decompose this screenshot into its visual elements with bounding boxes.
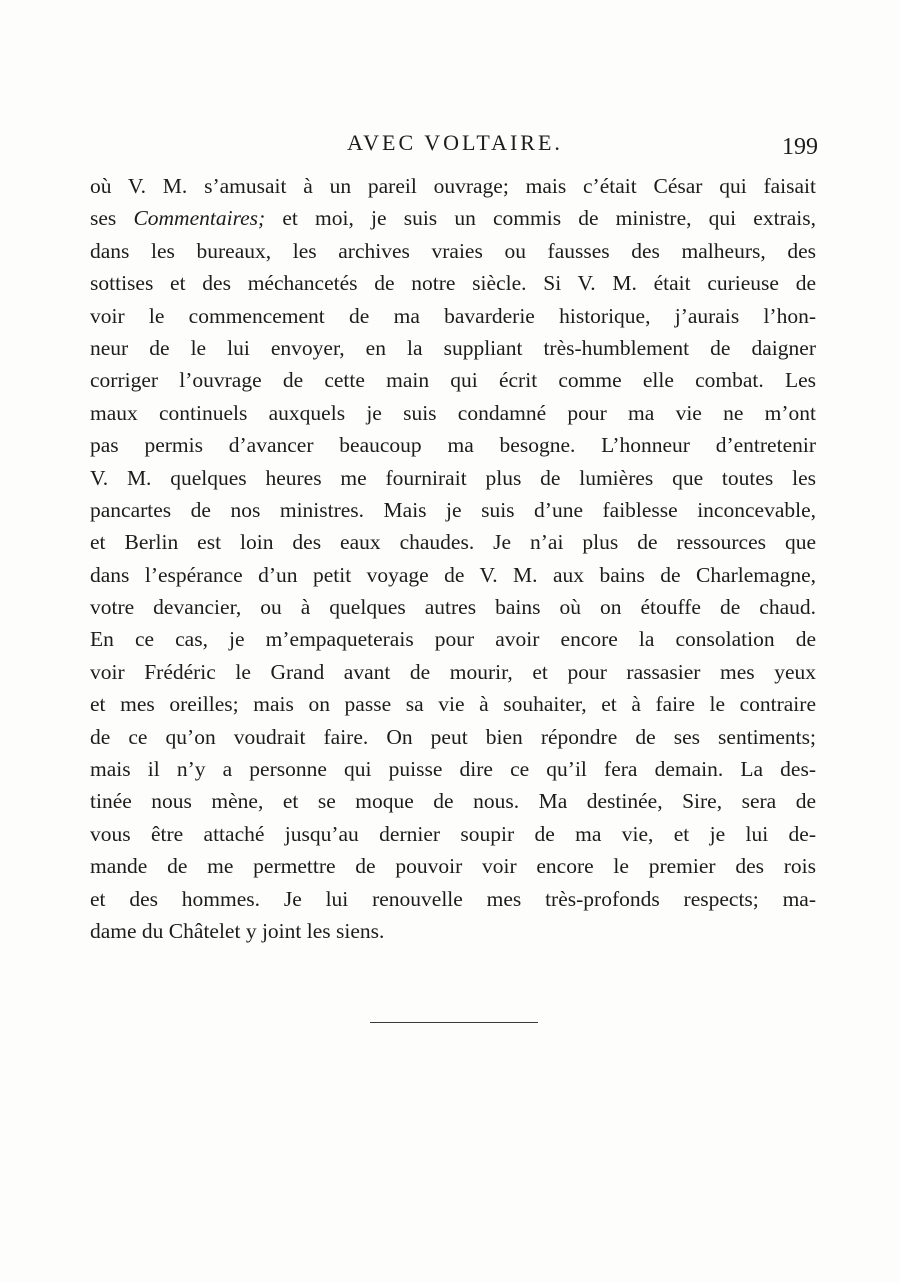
- text-segment: ses: [90, 206, 134, 231]
- section-end-rule: [370, 1022, 538, 1023]
- letter-text: [90, 170, 816, 947]
- text-line: tinée nous mène, et se moque de nous. Ma destinée, Sire, sera de: [90, 789, 816, 814]
- text-line: mande de me permettre de pouvoir voir encore le premier des rois: [90, 854, 816, 879]
- text-line: dans l’espérance d’un petit voyage de V. M. aux bains de Charlemagne,: [90, 562, 816, 587]
- running-head: [90, 128, 820, 158]
- text-line: [90, 202, 816, 234]
- running-title: AVEC VOLTAIRE.: [347, 130, 563, 155]
- text-line: voir Frédéric le Grand avant de mourir, et pour rassasier mes yeux: [90, 659, 816, 684]
- text-line: et des hommes. Je lui renouvelle mes très-profonds respects; ma-: [90, 886, 816, 911]
- text-segment: et moi, je suis un commis de ministre, qui extrais,: [265, 206, 816, 231]
- text-line: dans les bureaux, les archives vraies ou fausses des malheurs, des: [90, 238, 816, 263]
- text-line: En ce cas, je m’empaqueterais pour avoir encore la consolation de: [90, 627, 816, 652]
- text-line: dame du Châtelet y joint les siens.: [90, 918, 385, 943]
- text-line: où V. M. s’amusait à un pareil ouvrage; mais c’était César qui faisait: [90, 174, 816, 198]
- text-line: V. M. quelques heures me fournirait plus de lumières que toutes les: [90, 465, 816, 490]
- text-line: pancartes de nos ministres. Mais je suis d’une faiblesse inconcevable,: [90, 497, 816, 522]
- text-line: vous être attaché jusqu’au dernier soupir de ma vie, et je lui de-: [90, 821, 816, 846]
- text-line: et mes oreilles; mais on passe sa vie à souhaiter, et à faire le contraire: [90, 692, 816, 717]
- text-line: maux continuels auxquels je suis condamné pour ma vie ne m’ont: [90, 400, 816, 425]
- text-line: votre devancier, ou à quelques autres bains où on étouffe de chaud.: [90, 595, 816, 620]
- text-line: sottises et des méchancetés de notre siècle. Si V. M. était curieuse de: [90, 271, 816, 296]
- text-line: de ce qu’on voudrait faire. On peut bien répondre de ses sentiments;: [90, 724, 816, 749]
- page-number: 199: [782, 134, 818, 160]
- italic-title-commentaires: Commentaires;: [133, 206, 266, 231]
- text-line: et Berlin est loin des eaux chaudes. Je n’ai plus de ressources que: [90, 530, 816, 555]
- text-line: corriger l’ouvrage de cette main qui écrit comme elle combat. Les: [90, 368, 816, 393]
- text-line: voir le commencement de ma bavarderie historique, j’aurais l’hon-: [90, 303, 816, 328]
- text-line: neur de le lui envoyer, en la suppliant très-humblement de daigner: [90, 335, 816, 360]
- text-line: mais il n’y a personne qui puisse dire ce qu’il fera demain. La des-: [90, 757, 816, 782]
- text-line: pas permis d’avancer beaucoup ma besogne. L’honneur d’entretenir: [90, 433, 816, 458]
